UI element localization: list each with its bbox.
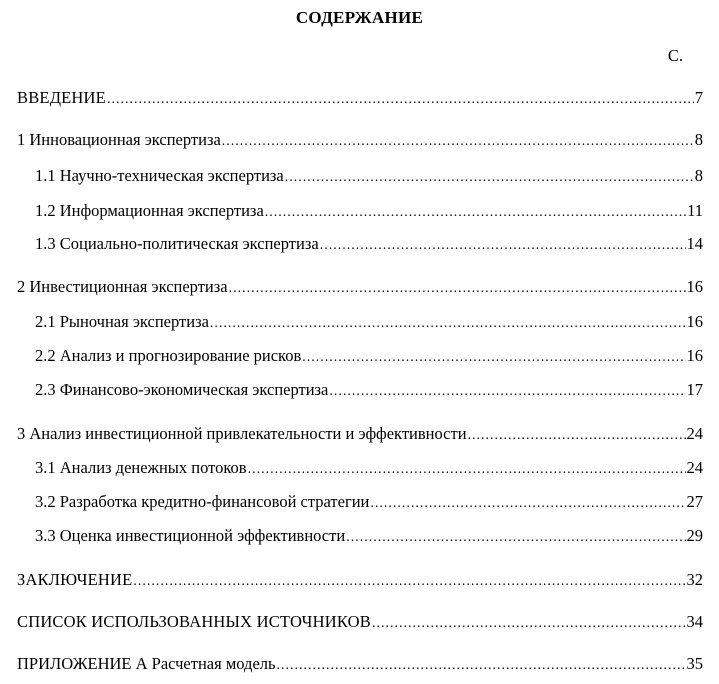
dot-leader xyxy=(370,494,685,514)
toc-entry xyxy=(35,166,703,188)
dot-leader xyxy=(372,614,686,634)
dot-leader xyxy=(210,314,686,334)
dot-leader xyxy=(107,90,694,110)
toc-entry-label: 3.1 Анализ денежных потоков xyxy=(35,458,247,477)
toc-entry-label: 2.1 Рыночная экспертиза xyxy=(35,312,209,331)
toc-entry-page: 11 xyxy=(687,201,703,220)
toc-entry-page: 29 xyxy=(686,526,703,545)
toc-entry xyxy=(35,380,703,402)
dot-leader xyxy=(285,168,694,188)
toc-entry-label: 1 Инновационная экспертиза xyxy=(17,130,221,149)
toc-title: СОДЕРЖАНИЕ xyxy=(295,8,424,27)
toc-entry-page: 24 xyxy=(686,458,703,477)
toc-entry-label: 2 Инвестиционная экспертиза xyxy=(17,277,228,296)
toc-entry-label: 1.1 Научно-техническая экспертиза xyxy=(35,166,284,185)
toc-entry-label: ЗАКЛЮЧЕНИЕ xyxy=(17,570,133,589)
toc-entry-page: 8 xyxy=(694,166,703,185)
toc-entry-label: 3.2 Разработка кредитно-финансовой стратегии xyxy=(35,492,370,511)
dot-leader xyxy=(248,460,686,480)
dot-leader xyxy=(133,572,685,592)
toc-entry-page: 17 xyxy=(686,380,703,399)
toc-entry xyxy=(35,234,703,256)
toc-entry-page: 34 xyxy=(686,612,703,631)
toc-entry-label: 3 Анализ инвестиционной привлекательности и эффективности xyxy=(17,424,467,443)
toc-entry-label: 2.3 Финансово-экономическая экспертиза xyxy=(35,380,329,399)
toc-entry xyxy=(35,526,703,548)
toc-entry-label: ПРИЛОЖЕНИЕ А Расчетная модель xyxy=(17,654,276,673)
toc-entry-page: 24 xyxy=(686,424,703,443)
toc-entry-page: 7 xyxy=(694,88,703,107)
toc-entry-page: 35 xyxy=(686,654,703,673)
dot-leader xyxy=(277,656,686,676)
toc-entry xyxy=(17,424,703,446)
dot-leader xyxy=(320,236,686,256)
toc-entry-label: 1.2 Информационная экспертиза xyxy=(35,201,264,220)
dot-leader xyxy=(302,348,685,368)
toc-entry-page: 14 xyxy=(686,234,703,253)
dot-leader xyxy=(346,528,685,548)
toc-entry-page: 16 xyxy=(686,277,703,296)
dot-leader xyxy=(329,382,685,402)
toc-entry xyxy=(17,277,703,299)
toc-entry xyxy=(35,458,703,480)
page-column-label: С. xyxy=(667,46,683,65)
toc-entry-page: 27 xyxy=(686,492,703,511)
toc-entry-label: 2.2 Анализ и прогнозирование рисков xyxy=(35,346,302,365)
dot-leader xyxy=(468,426,686,446)
toc-entry-label: СПИСОК ИСПОЛЬЗОВАННЫХ ИСТОЧНИКОВ xyxy=(17,612,371,631)
toc-entry xyxy=(35,201,703,223)
dot-leader xyxy=(229,279,686,299)
toc-entry xyxy=(17,570,703,592)
toc-entry xyxy=(17,130,703,152)
toc-entry xyxy=(35,492,703,514)
toc-entry-label: ВВЕДЕНИЕ xyxy=(17,88,106,107)
toc-entry xyxy=(35,346,703,368)
toc-entry-label: 1.3 Социально-политическая экспертиза xyxy=(35,234,319,253)
toc-entry xyxy=(35,312,703,334)
toc-entry xyxy=(17,654,703,676)
toc-entry-page: 16 xyxy=(686,312,703,331)
dot-leader xyxy=(265,203,686,223)
toc-entry-page: 32 xyxy=(686,570,703,589)
toc-entry-page: 8 xyxy=(694,130,703,149)
dot-leader xyxy=(222,132,694,152)
toc-entry xyxy=(17,612,703,634)
toc-entry-label: 3.3 Оценка инвестиционной эффективности xyxy=(35,526,346,545)
toc-entry xyxy=(17,88,703,110)
toc-entry-page: 16 xyxy=(686,346,703,365)
